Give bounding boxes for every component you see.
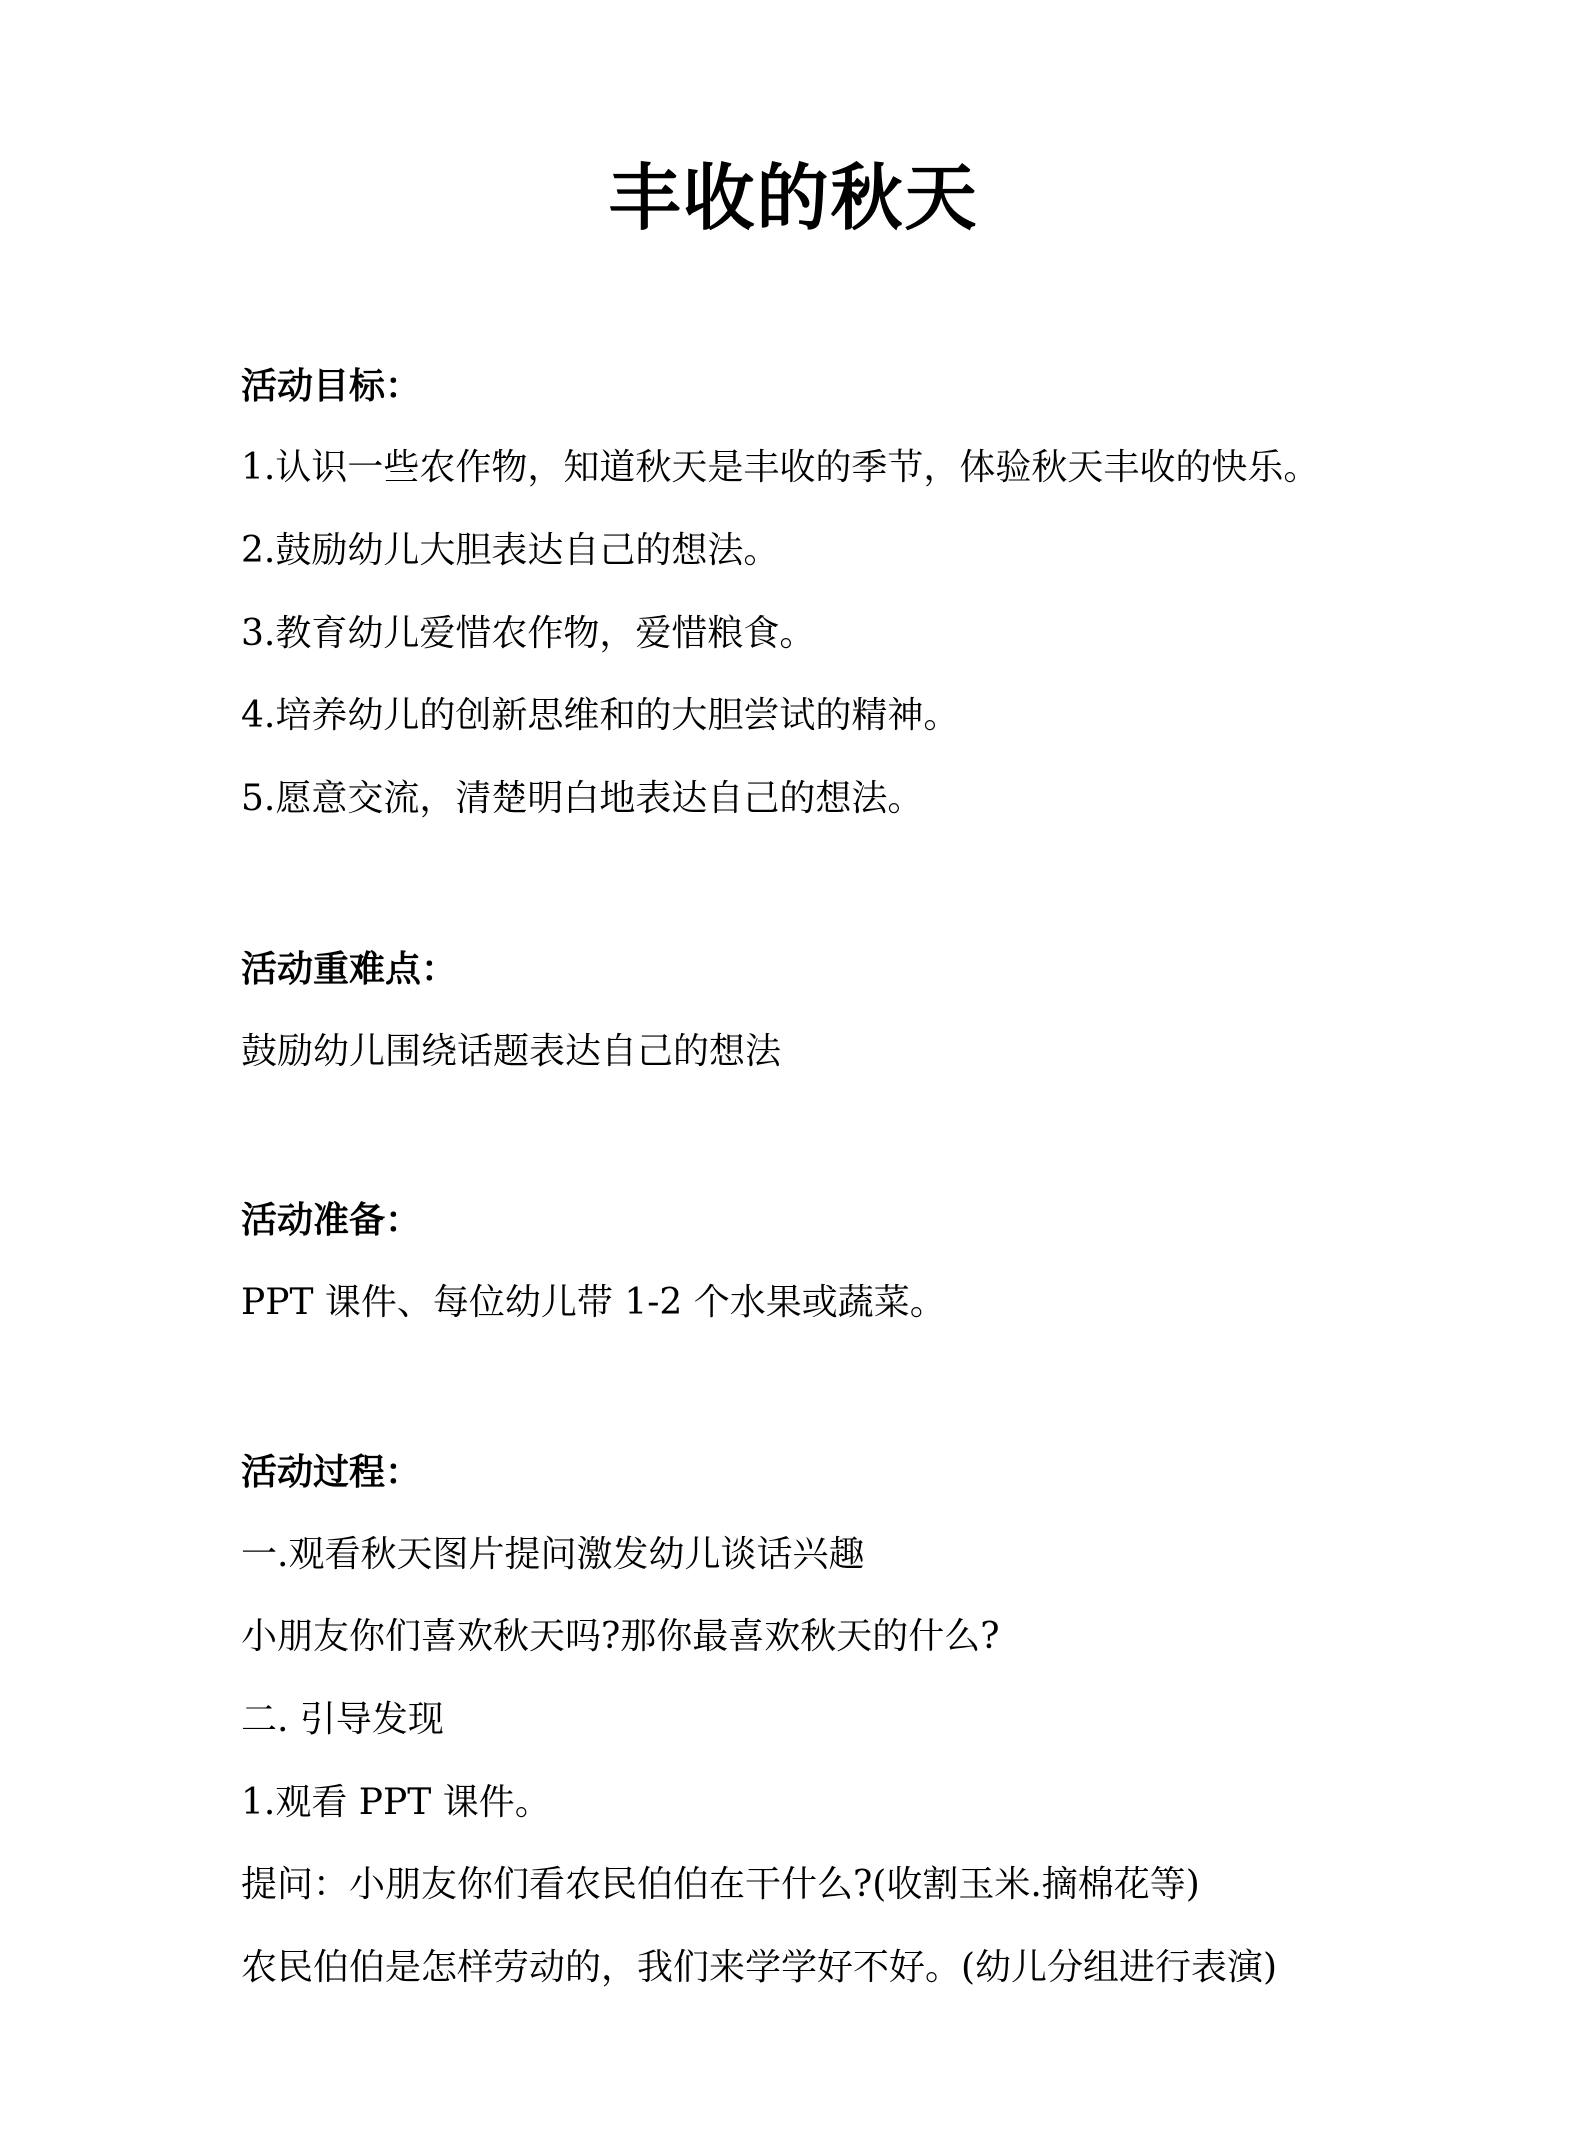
key-points-text: 鼓励幼儿围绕话题表达自己的想法 xyxy=(241,1031,782,1072)
process-line: 小朋友你们喜欢秋天吗?那你最喜欢秋天的什么? xyxy=(241,1616,1000,1657)
goals-heading: 活动目标： xyxy=(241,365,422,407)
process-line: 提问：小朋友你们看农民伯伯在干什么?(收割玉米.摘棉花等) xyxy=(241,1864,1200,1905)
process-line: 农民伯伯是怎样劳动的，我们来学学好不好。(幼儿分组进行表演) xyxy=(241,1947,1278,1988)
document-title: 丰收的秋天 xyxy=(608,155,979,240)
process-line: 一.观看秋天图片提问激发幼儿谈话兴趣 xyxy=(241,1534,865,1575)
key-points-heading: 活动重难点： xyxy=(241,948,458,990)
goal-item: 4.培养幼儿的创新思维和的大胆尝试的精神。 xyxy=(241,695,960,736)
goal-item: 2.鼓励幼儿大胆表达自己的想法。 xyxy=(241,530,780,571)
process-line: 1.观看 PPT 课件。 xyxy=(241,1782,551,1823)
goal-item: 3.教育幼儿爱惜农作物，爱惜粮食。 xyxy=(241,613,816,654)
preparation-text: PPT 课件、每位幼儿带 1-2 个水果或蔬菜。 xyxy=(241,1282,946,1323)
goal-item: 1.认识一些农作物，知道秋天是丰收的季节，体验秋天丰收的快乐。 xyxy=(241,447,1320,488)
process-line: 二. 引导发现 xyxy=(241,1699,444,1740)
preparation-heading: 活动准备： xyxy=(241,1199,422,1241)
process-heading: 活动过程： xyxy=(241,1451,422,1493)
goal-item: 5.愿意交流，清楚明白地表达自己的想法。 xyxy=(241,778,924,819)
